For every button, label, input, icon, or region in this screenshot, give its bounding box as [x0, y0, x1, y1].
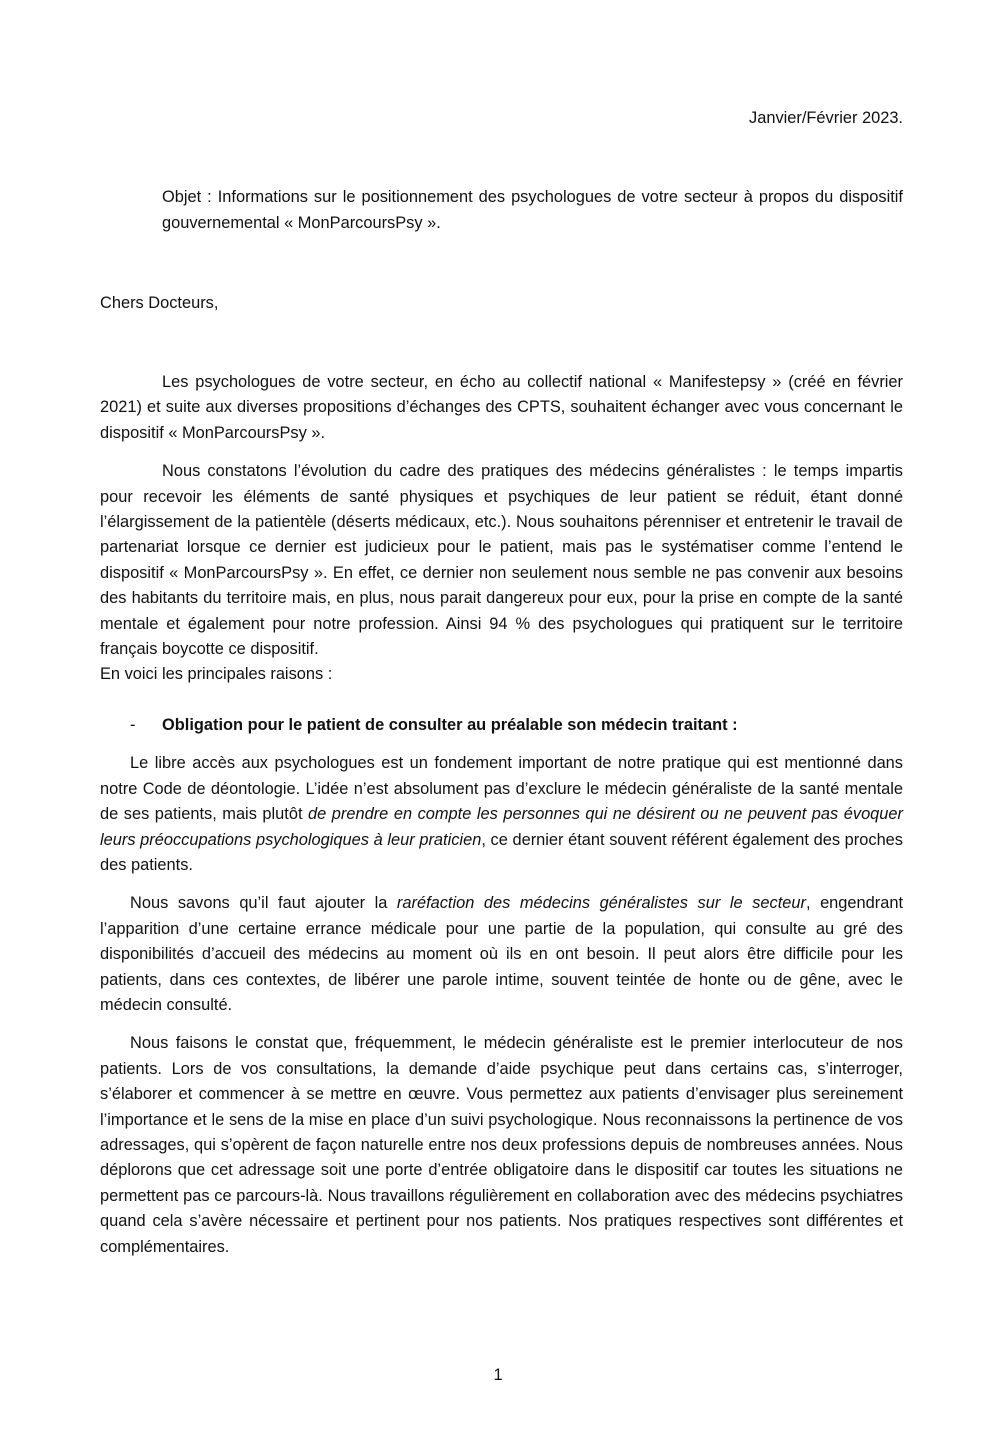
- letter-date: Janvier/Février 2023.: [749, 109, 903, 127]
- paragraph-rarefaction-part1: Nous savons qu’il faut ajouter la: [130, 894, 397, 913]
- paragraph-free-access: [100, 751, 903, 878]
- bullet-dash: -: [130, 715, 136, 734]
- bullet-heading-text: Obligation pour le patient de consulter au préalable son médecin traitant :: [162, 715, 738, 734]
- paragraph-reasons-intro: En voici les principales raisons :: [100, 665, 333, 684]
- paragraph-intro: Les psychologues de votre secteur, en écho au collectif national « Manifestepsy » (créé en février 2021) et suite aux diverses propositions d’échanges des CPTS, souhaitent échanger avec vous concernant le dispositif « MonParcoursPsy ».: [100, 373, 903, 442]
- paragraph-first-contact: Nous faisons le constat que, fréquemment, le médecin généraliste est le premier interlocuteur de nos patients. Lors de vos consultations, la demande d’aide psychique peut dans certains cas, s’interroger, s’élaborer et commencer à se mettre en œuvre. Vous permettez aux patients d’envisager plus sereinement l’importance et le sens de la mise en place d’un suivi psychologique. Nous reconnaissons la pertinence de vos adressages, qui s’opèrent de façon naturelle entre nos deux professions depuis de nombreuses années. Nous déplorons que cet adressage soit une porte d’entrée obligatoire dans le dispositif car toutes les situations ne permettent pas ce parcours-là. Nous travaillons régulièrement en collaboration avec des médecins psychiatres quand cela s’avère nécessaire et pertinent pour nos patients. Nos pratiques respectives sont différentes et complémentaires.: [100, 1034, 903, 1256]
- paragraph-free-access-part2: , ce dernier étant souvent référent également des proches des patients.: [100, 830, 903, 874]
- letter-body: [100, 370, 903, 1273]
- paragraph-rarefaction: [100, 891, 903, 1018]
- bullet-heading: [100, 713, 903, 738]
- paragraph-context: Nous constatons l’évolution du cadre des pratiques des médecins généralistes : le temps impartis pour recevoir les éléments de santé physiques et psychiques de leur patient se réduit, étant donné l’élargissement de la patientèle (déserts médicaux, etc.). Nous souhaitons pérenniser et entretenir le travail de partenariat lorsque ce dernier est judicieux pour le patient, mais pas le systématiser comme l’entend le dispositif « MonParcoursPsy ». En effet, ce dernier non seulement nous semble ne pas convenir aux besoins des habitants du territoire mais, en plus, nous parait dangereux pour eux, pour la prise en compte de la santé mentale et également pour notre profession. Ainsi 94 % des psychologues qui pratiquent sur le territoire français boycotte ce dispositif.: [100, 462, 903, 659]
- paragraph-free-access-emphasis: de prendre en compte les personnes qui ne désirent ou ne peuvent pas évoquer leurs préoccupations psychologiques à leur praticien: [100, 805, 903, 849]
- paragraph-rarefaction-part2: , engendrant l’apparition d’une certaine errance médicale pour une partie de la population, qui consulte au gré des disponibilités d’accueil des médecins au moment où ils en ont besoin. Il peut alors être difficile pour les patients, dans ces contextes, de libérer une parole intime, souvent teintée de honte ou de gêne, avec le médecin consulté.: [100, 894, 904, 1014]
- page-number: 1: [493, 1366, 503, 1384]
- paragraph-free-access-part1: Le libre accès aux psychologues est un fondement important de notre pratique qui est mentionné dans notre Code de déontologie. L’idée n’est absolument pas d’exclure le médecin généraliste de la santé mentale de ses patients, mais plutôt: [100, 754, 903, 824]
- letter-salutation: Chers Docteurs,: [100, 294, 219, 312]
- paragraph-rarefaction-emphasis: raréfaction des médecins généralistes sur le secteur: [396, 894, 806, 913]
- letter-subject: Objet : Informations sur le positionnement des psychologues de votre secteur à propos du dispositif gouvernemental « MonParcoursPsy ».: [162, 188, 903, 232]
